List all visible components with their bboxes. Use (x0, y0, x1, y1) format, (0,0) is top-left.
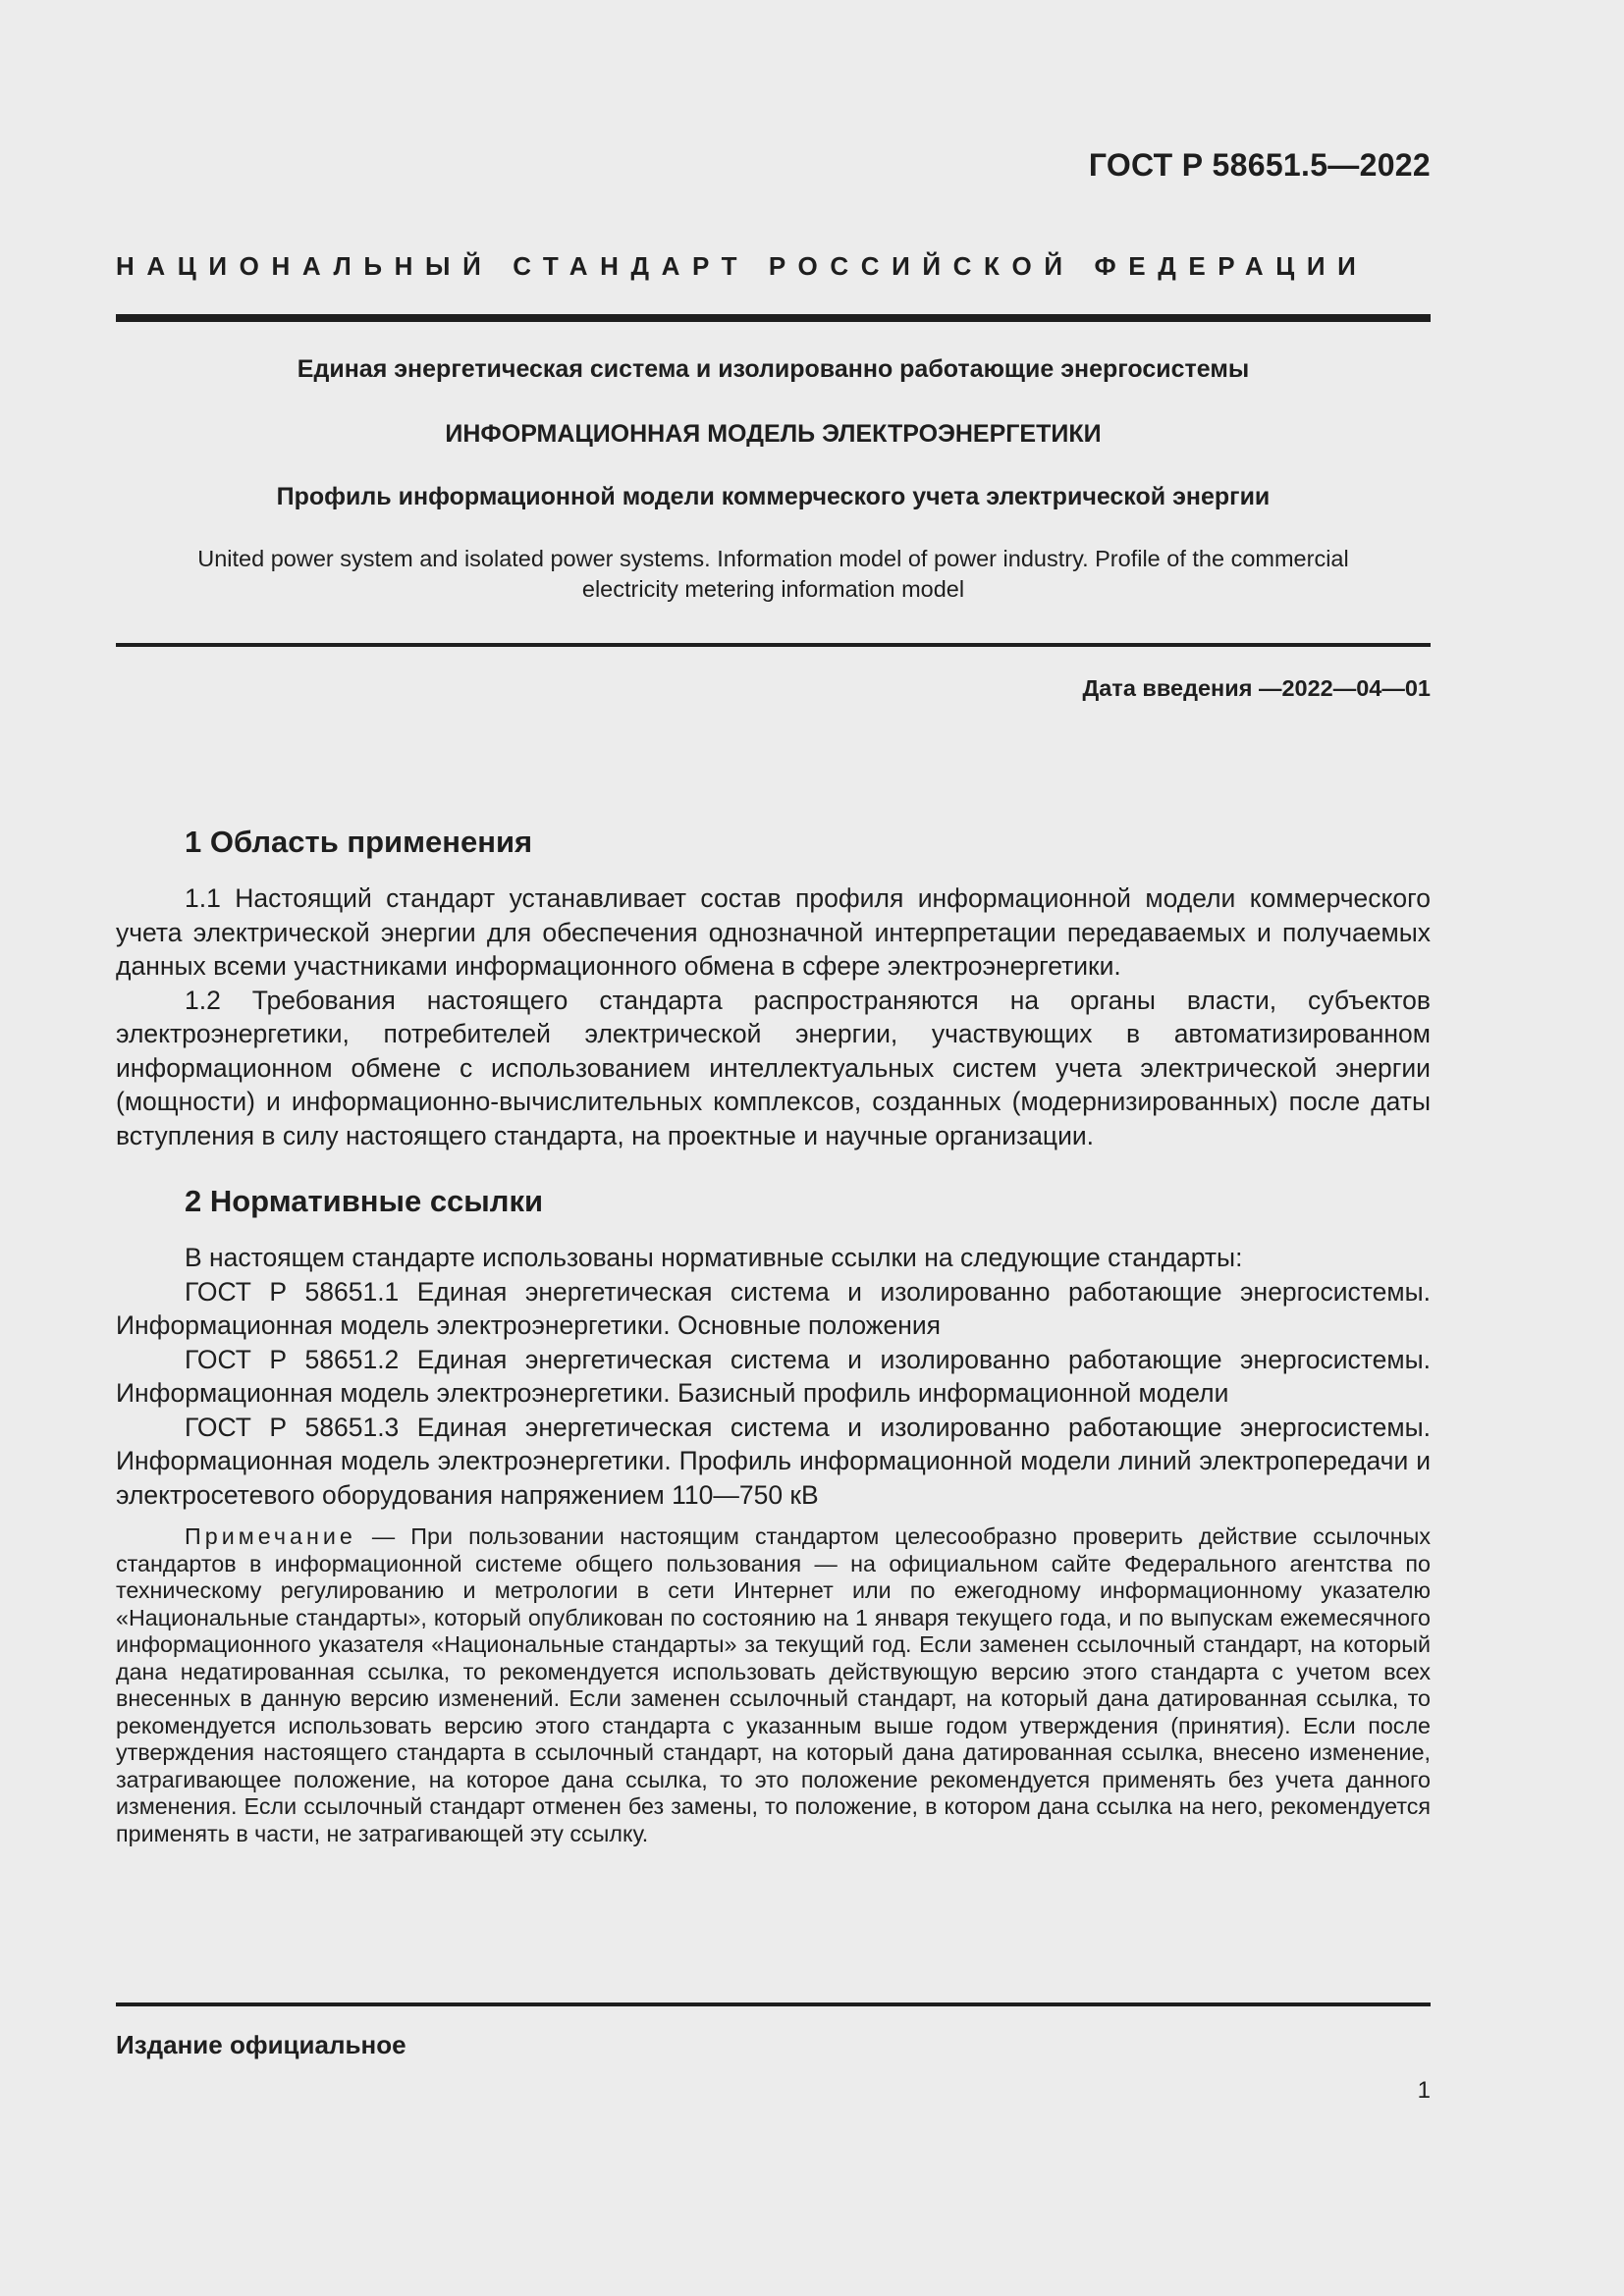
reference-item: ГОСТ Р 58651.2 Единая энергетическая система и изолированно работающие энергосистемы. Информационная модель электроэнергетики. Базисный профиль информационной модели (116, 1344, 1431, 1408)
section-2-heading: 2 Нормативные ссылки (185, 1184, 544, 1218)
section-1-heading: 1 Область применения (185, 825, 533, 859)
national-standard-banner: НАЦИОНАЛЬНЫЙ СТАНДАРТ РОССИЙСКОЙ ФЕДЕРАЦИИ (116, 251, 1369, 281)
references-intro: В настоящем стандарте использованы нормативные ссылки на следующие стандарты: (185, 1243, 1243, 1272)
section-2-body (116, 1241, 1431, 1512)
title-line-2: ИНФОРМАЦИОННАЯ МОДЕЛЬ ЭЛЕКТРОЭНЕРГЕТИКИ (445, 420, 1102, 448)
note-text: — При пользовании настоящим стандартом целесообразно проверить действие ссылочных стандартов в информационной системе общего пользования — на официальном сайте Федерального агентства по техническому регулированию и метрологии в сети Интернет или по ежегодному информационному указателю «Национальные стандарты», который опубликован по состоянию на 1 января текущего года, и по выпускам ежемесячного информационного указателя «Национальные стандарты» за текущий год. Если заменен ссылочный стандарт, на который дана недатированная ссылка, то рекомендуется использовать действующую версию этого стандарта с учетом всех внесенных в данную версию изменений. Если заменен ссылочный стандарт, на который дана датированная ссылка, то рекомендуется использовать версию этого стандарта с указанным выше годом утверждения (принятия). Если после утверждения настоящего стандарта в ссылочный стандарт, на который дана датированная ссылка, внесено изменение, затрагивающее положение, на которое дана ссылка, то это положение рекомендуется применять без учета данного изменения. Если ссылочный стандарт отменен без замены, то положение, в котором дана ссылка на него, рекомендуется применять в части, не затрагивающей эту ссылку. (116, 1523, 1431, 1846)
page-number: 1 (1417, 2077, 1431, 2104)
document-page (116, 137, 1431, 2199)
official-edition-label: Издание официальное (116, 2030, 406, 2059)
section-1-body (116, 881, 1431, 1152)
paragraph-1-1: 1.1 Настоящий стандарт устанавливает состав профиля информационной модели коммерческого учета электрической энергии для обеспечения однозначной интерпретации передаваемых и получаемых данных всеми участниками информационного обмена в сфере электроэнергетики. (116, 883, 1431, 981)
english-title-line-1: United power system and isolated power systems. Information model of power industry. Profile of the commercial (197, 546, 1349, 571)
note-paragraph (116, 1523, 1431, 1847)
reference-item: ГОСТ Р 58651.3 Единая энергетическая система и изолированно работающие энергосистемы. Информационная модель электроэнергетики. Профиль информационной модели линий электропередачи и электросетевого оборудования напряжением 110—750 кВ (116, 1412, 1431, 1510)
header-rule-top (116, 314, 1431, 322)
title-line-1: Единая энергетическая система и изолированно работающие энергосистемы (297, 355, 1250, 383)
introduction-date: Дата введения —2022—04—01 (1082, 675, 1431, 701)
footer-rule (116, 2002, 1431, 2006)
reference-item: ГОСТ Р 58651.1 Единая энергетическая система и изолированно работающие энергосистемы. Информационная модель электроэнергетики. Основные положения (116, 1276, 1431, 1340)
header-rule-bottom (116, 643, 1431, 647)
paragraph-1-2: 1.2 Требования настоящего стандарта распространяются на органы власти, субъектов электроэнергетики, потребителей электрической энергии, участвующих в автоматизированном информационном обмене с использованием интеллектуальных систем учета электрической энергии (мощности) и информационно-вычислительных комплексов, созданных (модернизированных) после даты вступления в силу настоящего стандарта, на проектные и научные организации. (116, 985, 1431, 1150)
english-title-line-2: electricity metering information model (581, 576, 965, 602)
note-label: Примечание (185, 1523, 356, 1549)
standard-code: ГОСТ Р 58651.5—2022 (1088, 147, 1431, 183)
title-line-3: Профиль информационной модели коммерческого учета электрической энергии (276, 483, 1271, 510)
